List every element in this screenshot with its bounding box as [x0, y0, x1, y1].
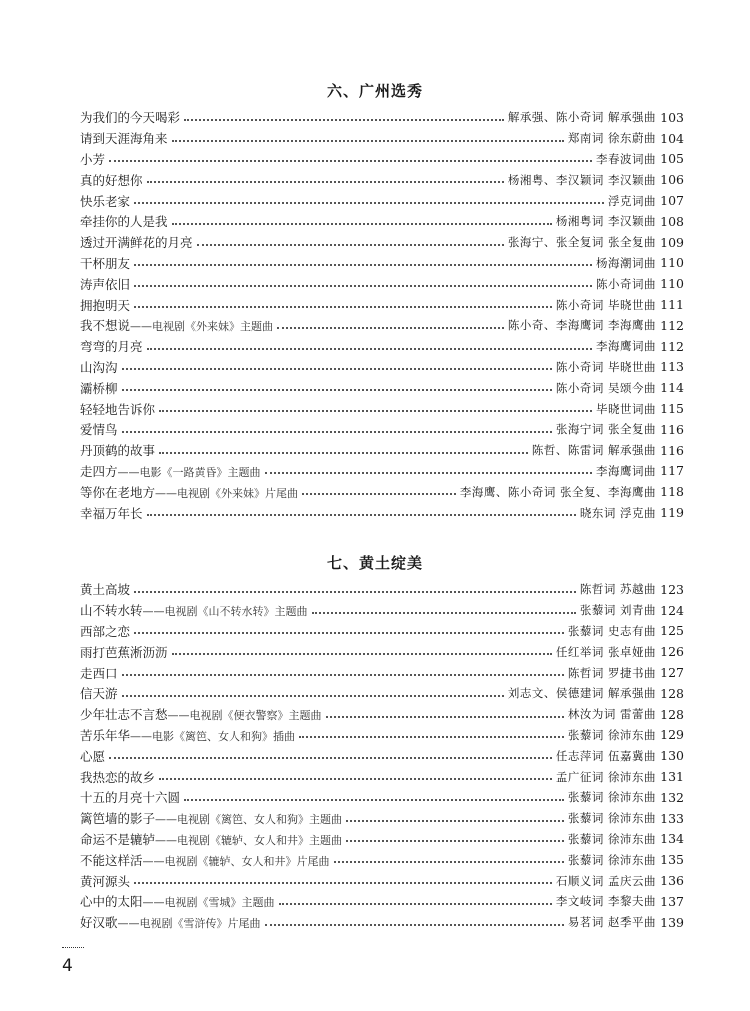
dot-leader: [122, 673, 564, 676]
song-title: 幸福万年长: [80, 505, 143, 521]
song-title: 拥抱明天: [80, 297, 131, 313]
toc-entry: [80, 808, 684, 829]
entry-page-number: 128: [660, 685, 684, 701]
entry-page-number: 116: [660, 442, 684, 458]
toc-entry: [80, 579, 684, 600]
entry-title: [80, 913, 261, 931]
entry-title: [80, 150, 105, 168]
entry-page-number: 114: [660, 380, 684, 396]
entry-credit: 易茗词 赵季平曲: [567, 915, 656, 930]
entry-credit: 陈哲词 苏越曲: [579, 582, 656, 597]
entry-credit: 李春波词曲: [596, 151, 656, 166]
toc-entry: [80, 273, 684, 294]
entry-credit: 陈小奇、李海鹰词 李海鹰曲: [507, 318, 656, 333]
entry-credit: 任志萍词 伍嘉冀曲: [555, 748, 656, 763]
page-number: 4: [62, 956, 73, 976]
entry-page-number: 133: [660, 810, 684, 826]
entry-credit: 张藜词 徐沛东曲: [567, 811, 656, 826]
toc-entry: [80, 621, 684, 642]
toc-entry: [80, 891, 684, 912]
song-title: 涛声依旧: [80, 276, 131, 292]
entry-credit: 毕晓世词曲: [596, 401, 656, 416]
section-title: 七、黄土绽美: [326, 554, 423, 572]
toc-entry: [80, 704, 684, 725]
entry-credit: 陈哲、陈雷词 解承强曲: [531, 443, 656, 458]
entry-page-number: 103: [660, 109, 684, 125]
dot-leader: [299, 735, 564, 738]
dot-leader: [184, 798, 564, 801]
song-title: 雨打芭蕉淅沥沥: [80, 644, 168, 660]
toc-entry: [80, 377, 684, 398]
toc-entry: [80, 107, 684, 128]
entry-credit: 陈哲词 罗捷书曲: [567, 665, 656, 680]
entry-credit: 刘志文、侯德建词 解承强曲: [507, 686, 656, 701]
song-title: 少年壮志不言愁: [80, 707, 168, 723]
entry-page-number: 128: [660, 706, 684, 722]
entry-title: [80, 809, 342, 827]
entry-credit: 李海鹰、陈小奇词 张全复、李海鹰曲: [459, 484, 656, 499]
entry-credit: 陈小奇词 毕晓世曲: [555, 297, 656, 312]
song-title: 小芳: [80, 151, 106, 167]
entry-page-number: 131: [660, 769, 684, 785]
entry-credit: 李海鹰词曲: [596, 339, 656, 354]
song-title: 山不转水转: [80, 603, 143, 619]
toc-entry: [80, 294, 684, 315]
dot-leader: [134, 631, 564, 634]
entry-credit: 陈小奇词曲: [596, 276, 656, 291]
entry-page-number: 116: [660, 421, 684, 437]
entry-credit: 张藜词 史志有曲: [567, 623, 656, 638]
entry-title: [80, 892, 275, 910]
toc-entry: [80, 481, 684, 502]
entry-page-number: 118: [660, 484, 684, 500]
toc-entry: [80, 725, 684, 746]
entry-credit: 杨海潮词曲: [596, 255, 656, 270]
toc-entry: [80, 149, 684, 170]
entry-credit: 张藜词 徐沛东曲: [567, 831, 656, 846]
song-subtitle: ——电影《一路黄昏》主题曲: [117, 465, 261, 479]
toc-entry: [80, 357, 684, 378]
toc-list: [80, 107, 684, 523]
entry-credit: 张藜词 徐沛东曲: [567, 852, 656, 867]
dot-leader: [147, 513, 576, 516]
entry-title: [80, 233, 193, 251]
song-title: 心中的太阳: [80, 894, 143, 910]
dot-leader: [134, 881, 552, 884]
toc-entry: [80, 128, 684, 149]
dot-leader: [147, 347, 592, 350]
entry-page-number: 139: [660, 914, 684, 930]
entry-title: [80, 768, 155, 786]
dot-leader: [184, 118, 504, 121]
entry-page-number: 123: [660, 581, 684, 597]
entry-credit: 陈小奇词 吴颂今曲: [555, 380, 656, 395]
toc-entry: [80, 662, 684, 683]
entry-page-number: 111: [660, 297, 684, 313]
dot-leader: [326, 715, 564, 718]
entry-page-number: 104: [660, 130, 684, 146]
entry-page-number: 109: [660, 234, 684, 250]
entry-page-number: 113: [660, 359, 684, 375]
entry-page-number: 137: [660, 893, 684, 909]
song-title: 我热恋的故乡: [80, 769, 156, 785]
toc-entry: [80, 190, 684, 211]
entry-title: [80, 108, 180, 126]
entry-page-number: 126: [660, 644, 684, 660]
song-title: 西部之恋: [80, 623, 131, 639]
toc-entry: [80, 641, 684, 662]
entry-title: [80, 337, 143, 355]
entry-title: [80, 705, 322, 723]
song-title: 好汉歌: [80, 915, 118, 931]
entry-credit: 郑南词 徐东蔚曲: [567, 131, 656, 146]
song-subtitle: ——电视剧《外来妹》片尾曲: [155, 486, 299, 500]
entry-title: [80, 192, 130, 210]
dot-leader: [346, 839, 564, 842]
song-title: 我不想说: [80, 318, 131, 334]
song-subtitle: ——电视剧《辘轳、女人和井》主题曲: [155, 833, 343, 847]
entry-page-number: 112: [660, 317, 684, 333]
entry-credit: 张藜词 刘青曲: [579, 603, 656, 618]
entry-title: [80, 664, 118, 682]
dot-leader: [197, 243, 504, 246]
entry-title: [80, 275, 130, 293]
entry-title: [80, 316, 273, 334]
entry-page-number: 129: [660, 727, 684, 743]
song-title: 篱笆墙的影子: [80, 811, 156, 827]
song-title: 丹顶鹤的故事: [80, 443, 156, 459]
song-title: 十五的月亮十六圆: [80, 790, 181, 806]
dot-leader: [109, 159, 592, 162]
entry-credit: 林汝为词 雷蕾曲: [567, 707, 656, 722]
dot-leader: [312, 611, 576, 614]
entry-title: [80, 580, 130, 598]
song-title: 透过开满鲜花的月亮: [80, 235, 193, 251]
song-title: 苦乐年华: [80, 727, 131, 743]
song-title: 心愿: [80, 748, 106, 764]
dot-leader: [134, 201, 604, 204]
dot-leader: [279, 902, 552, 905]
entry-title: [80, 872, 130, 890]
toc-entry: [80, 870, 684, 891]
entry-title: [80, 358, 118, 376]
dot-leader: [134, 305, 552, 308]
song-title: 走四方: [80, 463, 118, 479]
entry-title: [80, 400, 155, 418]
toc-list: [80, 579, 684, 933]
entry-title: [80, 622, 130, 640]
entry-title: [80, 212, 168, 230]
entry-title: [80, 420, 118, 438]
song-subtitle: ——电影《篱笆、女人和狗》插曲: [130, 729, 296, 743]
song-subtitle: ——电视剧《篱笆、女人和狗》主题曲: [155, 813, 343, 827]
entry-page-number: 106: [660, 172, 684, 188]
song-title: 山沟沟: [80, 359, 118, 375]
toc-entry: [80, 211, 684, 232]
toc-entry: [80, 315, 684, 336]
dot-leader: [172, 222, 552, 225]
dot-leader: [122, 694, 504, 697]
dot-leader: [122, 388, 552, 391]
song-title: 轻轻地告诉你: [80, 401, 156, 417]
dot-leader: [172, 139, 564, 142]
entry-page-number: 112: [660, 338, 684, 354]
song-subtitle: ——电视剧《山不转水转》主题曲: [142, 605, 308, 619]
dot-leader: [122, 367, 552, 370]
entry-credit: 张藜词 徐沛东曲: [567, 727, 656, 742]
dot-leader: [134, 263, 592, 266]
entry-credit: 李海鹰词曲: [596, 463, 656, 478]
entry-page-number: 117: [660, 463, 684, 479]
entry-title: [80, 504, 143, 522]
entry-title: [80, 726, 295, 744]
entry-title: [80, 483, 298, 501]
entry-title: [80, 830, 342, 848]
toc-entry: [80, 912, 684, 933]
song-subtitle: ——电视剧《外来妹》主题曲: [130, 320, 274, 334]
entry-credit: 孟广征词 徐沛东曲: [555, 769, 656, 784]
toc-entry: [80, 600, 684, 621]
entry-page-number: 132: [660, 789, 684, 805]
song-title: 弯弯的月亮: [80, 339, 143, 355]
toc-entry: [80, 766, 684, 787]
toc-entry: [80, 169, 684, 190]
dot-leader: [172, 652, 552, 655]
toc-entry: [80, 253, 684, 274]
entry-page-number: 119: [660, 505, 684, 521]
song-title: 真的好想你: [80, 172, 143, 188]
song-subtitle: ——电视剧《便衣警察》主题曲: [167, 709, 322, 723]
song-title: 命运不是辘轳: [80, 831, 156, 847]
dot-leader: [302, 492, 456, 495]
dot-leader: [134, 590, 576, 593]
entry-title: [80, 788, 180, 806]
dot-leader: [334, 860, 564, 863]
entry-page-number: 115: [660, 401, 684, 417]
footer-rule: [62, 947, 84, 948]
song-title: 快乐老家: [80, 193, 131, 209]
toc-entry: [80, 849, 684, 870]
dot-leader: [122, 430, 552, 433]
entry-page-number: 124: [660, 602, 684, 618]
toc-entry: [80, 232, 684, 253]
entry-page-number: 125: [660, 623, 684, 639]
entry-page-number: 105: [660, 151, 684, 167]
entry-page-number: 135: [660, 852, 684, 868]
toc-entry: [80, 461, 684, 482]
dot-leader: [346, 819, 564, 822]
song-title: 请到天涯海角来: [80, 131, 168, 147]
song-title: 干杯朋友: [80, 255, 131, 271]
entry-page-number: 110: [660, 255, 684, 271]
entry-page-number: 107: [660, 193, 684, 209]
dot-leader: [277, 326, 504, 329]
entry-page-number: 130: [660, 748, 684, 764]
dot-leader: [109, 756, 552, 759]
entry-title: [80, 684, 118, 702]
toc-entry: [80, 745, 684, 766]
entry-credit: 浮克词曲: [608, 193, 656, 208]
entry-title: [80, 747, 105, 765]
entry-credit: 陈小奇词 毕晓世曲: [555, 359, 656, 374]
song-subtitle: ——电视剧《雪城》主题曲: [142, 896, 275, 910]
song-title: 信天游: [80, 686, 118, 702]
entry-title: [80, 379, 118, 397]
toc-entry: [80, 440, 684, 461]
entry-title: [80, 462, 261, 480]
entry-page-number: 108: [660, 213, 684, 229]
toc-entry: [80, 419, 684, 440]
dot-leader: [134, 284, 592, 287]
song-title: 等你在老地方: [80, 484, 156, 500]
entry-credit: 晓东词 浮克曲: [579, 505, 656, 520]
entry-page-number: 136: [660, 873, 684, 889]
dot-leader: [265, 471, 592, 474]
song-title: 黄河源头: [80, 873, 131, 889]
song-title: 爱情鸟: [80, 422, 118, 438]
entry-title: [80, 601, 308, 619]
toc-entry: [80, 502, 684, 523]
toc-entry: [80, 683, 684, 704]
toc-entry: [80, 336, 684, 357]
entry-credit: 张藜词 徐沛东曲: [567, 790, 656, 805]
song-title: 不能这样活: [80, 852, 143, 868]
section-title: 六、广州选秀: [326, 82, 423, 100]
entry-page-number: 127: [660, 665, 684, 681]
entry-credit: 张海宁词 张全复曲: [555, 422, 656, 437]
song-title: 为我们的今天喝彩: [80, 110, 181, 126]
entry-page-number: 110: [660, 276, 684, 292]
entry-credit: 解承强、陈小奇词 解承强曲: [507, 110, 656, 125]
toc-entry: [80, 829, 684, 850]
entry-title: [80, 643, 168, 661]
entry-credit: 李文岐词 李黎夫曲: [555, 894, 656, 909]
dot-leader: [265, 923, 564, 926]
entry-title: [80, 254, 130, 272]
dot-leader: [159, 409, 592, 412]
toc-entry: [80, 787, 684, 808]
dot-leader: [159, 777, 552, 780]
dot-leader: [147, 180, 504, 183]
entry-title: [80, 171, 143, 189]
entry-title: [80, 296, 130, 314]
song-title: 牵挂你的人是我: [80, 214, 168, 230]
entry-credit: 石顺义词 孟庆云曲: [555, 873, 656, 888]
entry-title: [80, 441, 155, 459]
song-subtitle: ——电视剧《雪浒传》片尾曲: [117, 917, 261, 931]
dot-leader: [159, 451, 528, 454]
entry-page-number: 134: [660, 831, 684, 847]
entry-title: [80, 129, 168, 147]
entry-credit: 杨湘粤、李汉颖词 李汉颖曲: [507, 172, 656, 187]
song-subtitle: ——电视剧《辘轳、女人和井》片尾曲: [142, 854, 330, 868]
song-title: 黄土高坡: [80, 582, 131, 598]
entry-credit: 任红举词 张卓娅曲: [555, 644, 656, 659]
song-title: 灞桥柳: [80, 380, 118, 396]
entry-credit: 杨湘粤词 李汉颖曲: [555, 214, 656, 229]
song-title: 走西口: [80, 665, 118, 681]
entry-credit: 张海宁、张全复词 张全复曲: [507, 235, 656, 250]
toc-entry: [80, 398, 684, 419]
entry-title: [80, 851, 330, 869]
